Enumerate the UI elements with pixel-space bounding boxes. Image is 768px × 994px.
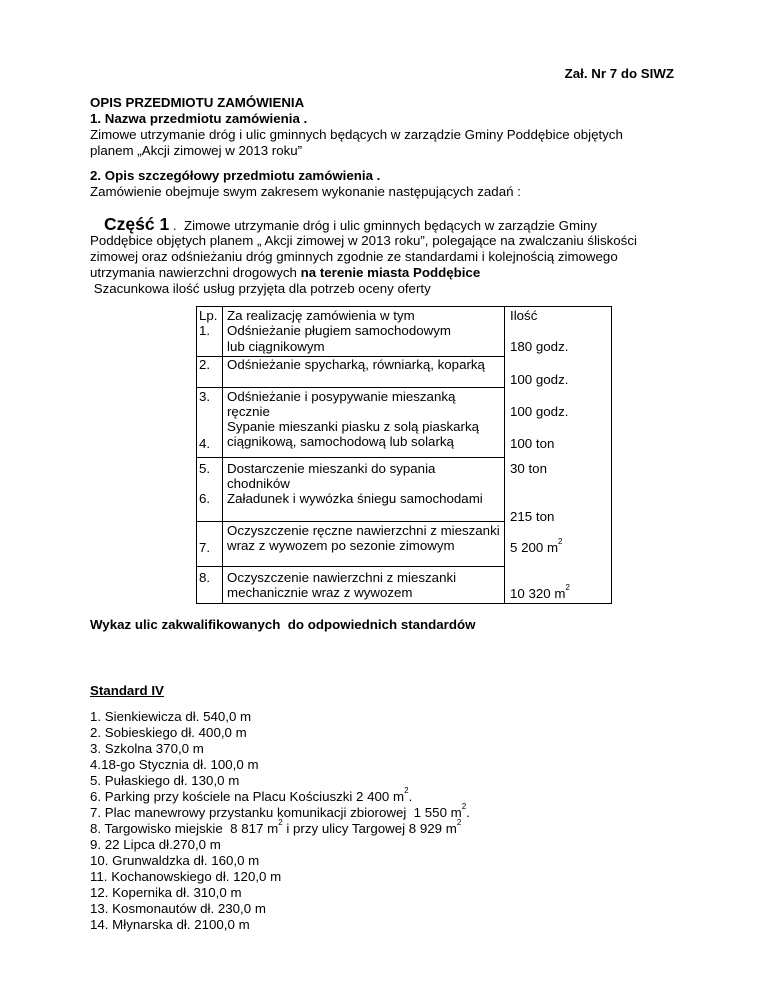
attachment-label: Zał. Nr 7 do SIWZ — [564, 66, 674, 81]
part1-separator: . — [169, 218, 184, 233]
table-row-description: Odśnieżanie i posypywanie mieszanką — [227, 389, 456, 404]
list-item-end: . — [466, 805, 470, 820]
list-item — [90, 818, 462, 837]
part1-text-line — [90, 265, 480, 281]
table-row-lp: 7. — [199, 540, 211, 555]
table-row-quantity: 30 ton — [510, 461, 547, 476]
list-item-text: 6. Parking przy kościele na Placu Kościuszki 2 400 m — [90, 789, 405, 804]
table-row-description: ręcznie — [227, 404, 270, 419]
table-row-lp: 1. — [199, 323, 211, 338]
part1-text-line: zimowej oraz odśnieżaniu dróg gminnych zgodnie ze standardami i kolejnością zimowego — [90, 249, 618, 264]
part1-label: Część 1 — [104, 214, 170, 234]
list-item-superscript: 2 — [278, 818, 283, 827]
table-row-description: Dostarczenie mieszanki do sypania — [227, 461, 436, 476]
table-row-quantity: 100 ton — [510, 436, 555, 451]
table-row-description: mechanicznie wraz z wywozem — [227, 585, 413, 600]
table-header-lp: Lp. — [199, 308, 218, 323]
part1-text-plain: utrzymania nawierzchni drogowych — [90, 265, 301, 280]
table-row-quantity: 180 godz. — [510, 339, 569, 354]
list-item — [90, 786, 413, 805]
table-row-lp: 6. — [199, 491, 211, 506]
list-item: 2. Sobieskiego dł. 400,0 m — [90, 725, 247, 740]
section2-heading: 2. Opis szczegółowy przedmiotu zamówienia . — [90, 168, 381, 183]
table-row-quantity: 215 ton — [510, 509, 555, 524]
list-item: 3. Szkolna 370,0 m — [90, 741, 204, 756]
table-row-description: ciągnikową, samochodową lub solarką — [227, 434, 454, 449]
list-item: 11. Kochanowskiego dł. 120,0 m — [90, 869, 282, 884]
list-item: 10. Grunwaldzka dł. 160,0 m — [90, 853, 260, 868]
list-item-text: i przy ulicy Targowej 8 929 m — [282, 821, 457, 836]
part1-text-bold: na terenie miasta Poddębice — [300, 265, 481, 280]
list-item-text: 8. Targowisko miejskie 8 817 m — [90, 821, 279, 836]
table-row-quantity: 100 godz. — [510, 372, 569, 387]
list-item: 12. Kopernika dł. 310,0 m — [90, 885, 242, 900]
table-row-lp: 2. — [199, 357, 211, 372]
section1-text-line: Zimowe utrzymanie dróg i ulic gminnych będących w zarządzie Gminy Poddębice objętych — [90, 127, 623, 142]
table-row-lp: 5. — [199, 461, 211, 476]
table-row-description: chodników — [227, 476, 290, 491]
streets-heading: Wykaz ulic zakwalifikowanych do odpowiednich standardów — [90, 617, 476, 632]
table-row-description: wraz z wywozem po sezonie zimowym — [227, 538, 455, 553]
list-item: 1. Sienkiewicza dł. 540,0 m — [90, 709, 252, 724]
quantity-superscript: 2 — [558, 537, 563, 546]
table-row-lp: 4. — [199, 436, 211, 451]
list-item: 14. Młynarska dł. 2100,0 m — [90, 917, 250, 932]
table-row-quantity — [510, 537, 563, 556]
part1-text-line: Zimowe utrzymanie dróg i ulic gminnych będących w zarządzie Gminy — [183, 218, 598, 233]
part1-text-line: Poddębice objętych planem „ Akcji zimowej w 2013 roku”, polegające na zwalczaniu śliskości — [90, 233, 637, 248]
quantity-superscript: 2 — [565, 583, 570, 592]
table-row-description: lub ciągnikowym — [227, 339, 325, 354]
table-row-description: Oczyszczenie ręczne nawierzchni z mieszanki — [227, 523, 500, 538]
section1-heading: 1. Nazwa przedmiotu zamówienia . — [90, 111, 308, 126]
list-item-superscript: 2 — [404, 786, 409, 795]
table-header-quantity: Ilość — [510, 308, 538, 323]
part1-text-line: Szacunkowa ilość usług przyjęta dla potrzeb oceny oferty — [90, 281, 431, 296]
table-header-description: Za realizację zamówienia w tym — [227, 308, 415, 323]
standard-heading: Standard IV — [90, 683, 164, 698]
table-row-description: Sypanie mieszanki piasku z solą piaskarką — [227, 419, 480, 434]
list-item-superscript: 2 — [461, 802, 467, 811]
list-item: 5. Pułaskiego dł. 130,0 m — [90, 773, 240, 788]
list-item-superscript: 2 — [456, 818, 462, 827]
list-item: 9. 22 Lipca dł.270,0 m — [90, 837, 221, 852]
table-row-description: Oczyszczenie nawierzchni z mieszanki — [227, 570, 457, 585]
table-row-description: Odśnieżanie pługiem samochodowym — [227, 323, 451, 338]
table-row-description: Załadunek i wywózka śniegu samochodami — [227, 491, 483, 506]
table-row-quantity: 100 godz. — [510, 404, 569, 419]
section1-text-line: planem „Akcji zimowej w 2013 roku” — [90, 143, 303, 158]
table-row-lp: 8. — [199, 570, 211, 585]
list-item: 13. Kosmonautów dł. 230,0 m — [90, 901, 266, 916]
list-item-end: . — [408, 789, 413, 804]
section2-text-line: Zamówienie obejmuje swym zakresem wykonanie następujących zadań : — [90, 184, 521, 199]
table-row-lp: 3. — [199, 389, 211, 404]
quantity-value: 5 200 m — [510, 540, 559, 555]
table-row-quantity — [510, 583, 570, 602]
list-item: 4.18-go Stycznia dł. 100,0 m — [90, 757, 259, 772]
list-item-text: 7. Plac manewrowy przystanku komunikacji zbiorowej 1 550 m — [90, 805, 462, 820]
table-row-description: Odśnieżanie spycharką, równiarką, koparką — [227, 357, 485, 372]
quantity-value: 10 320 m — [510, 586, 566, 601]
document-title: OPIS PRZEDMIOTU ZAMÓWIENIA — [90, 95, 305, 110]
